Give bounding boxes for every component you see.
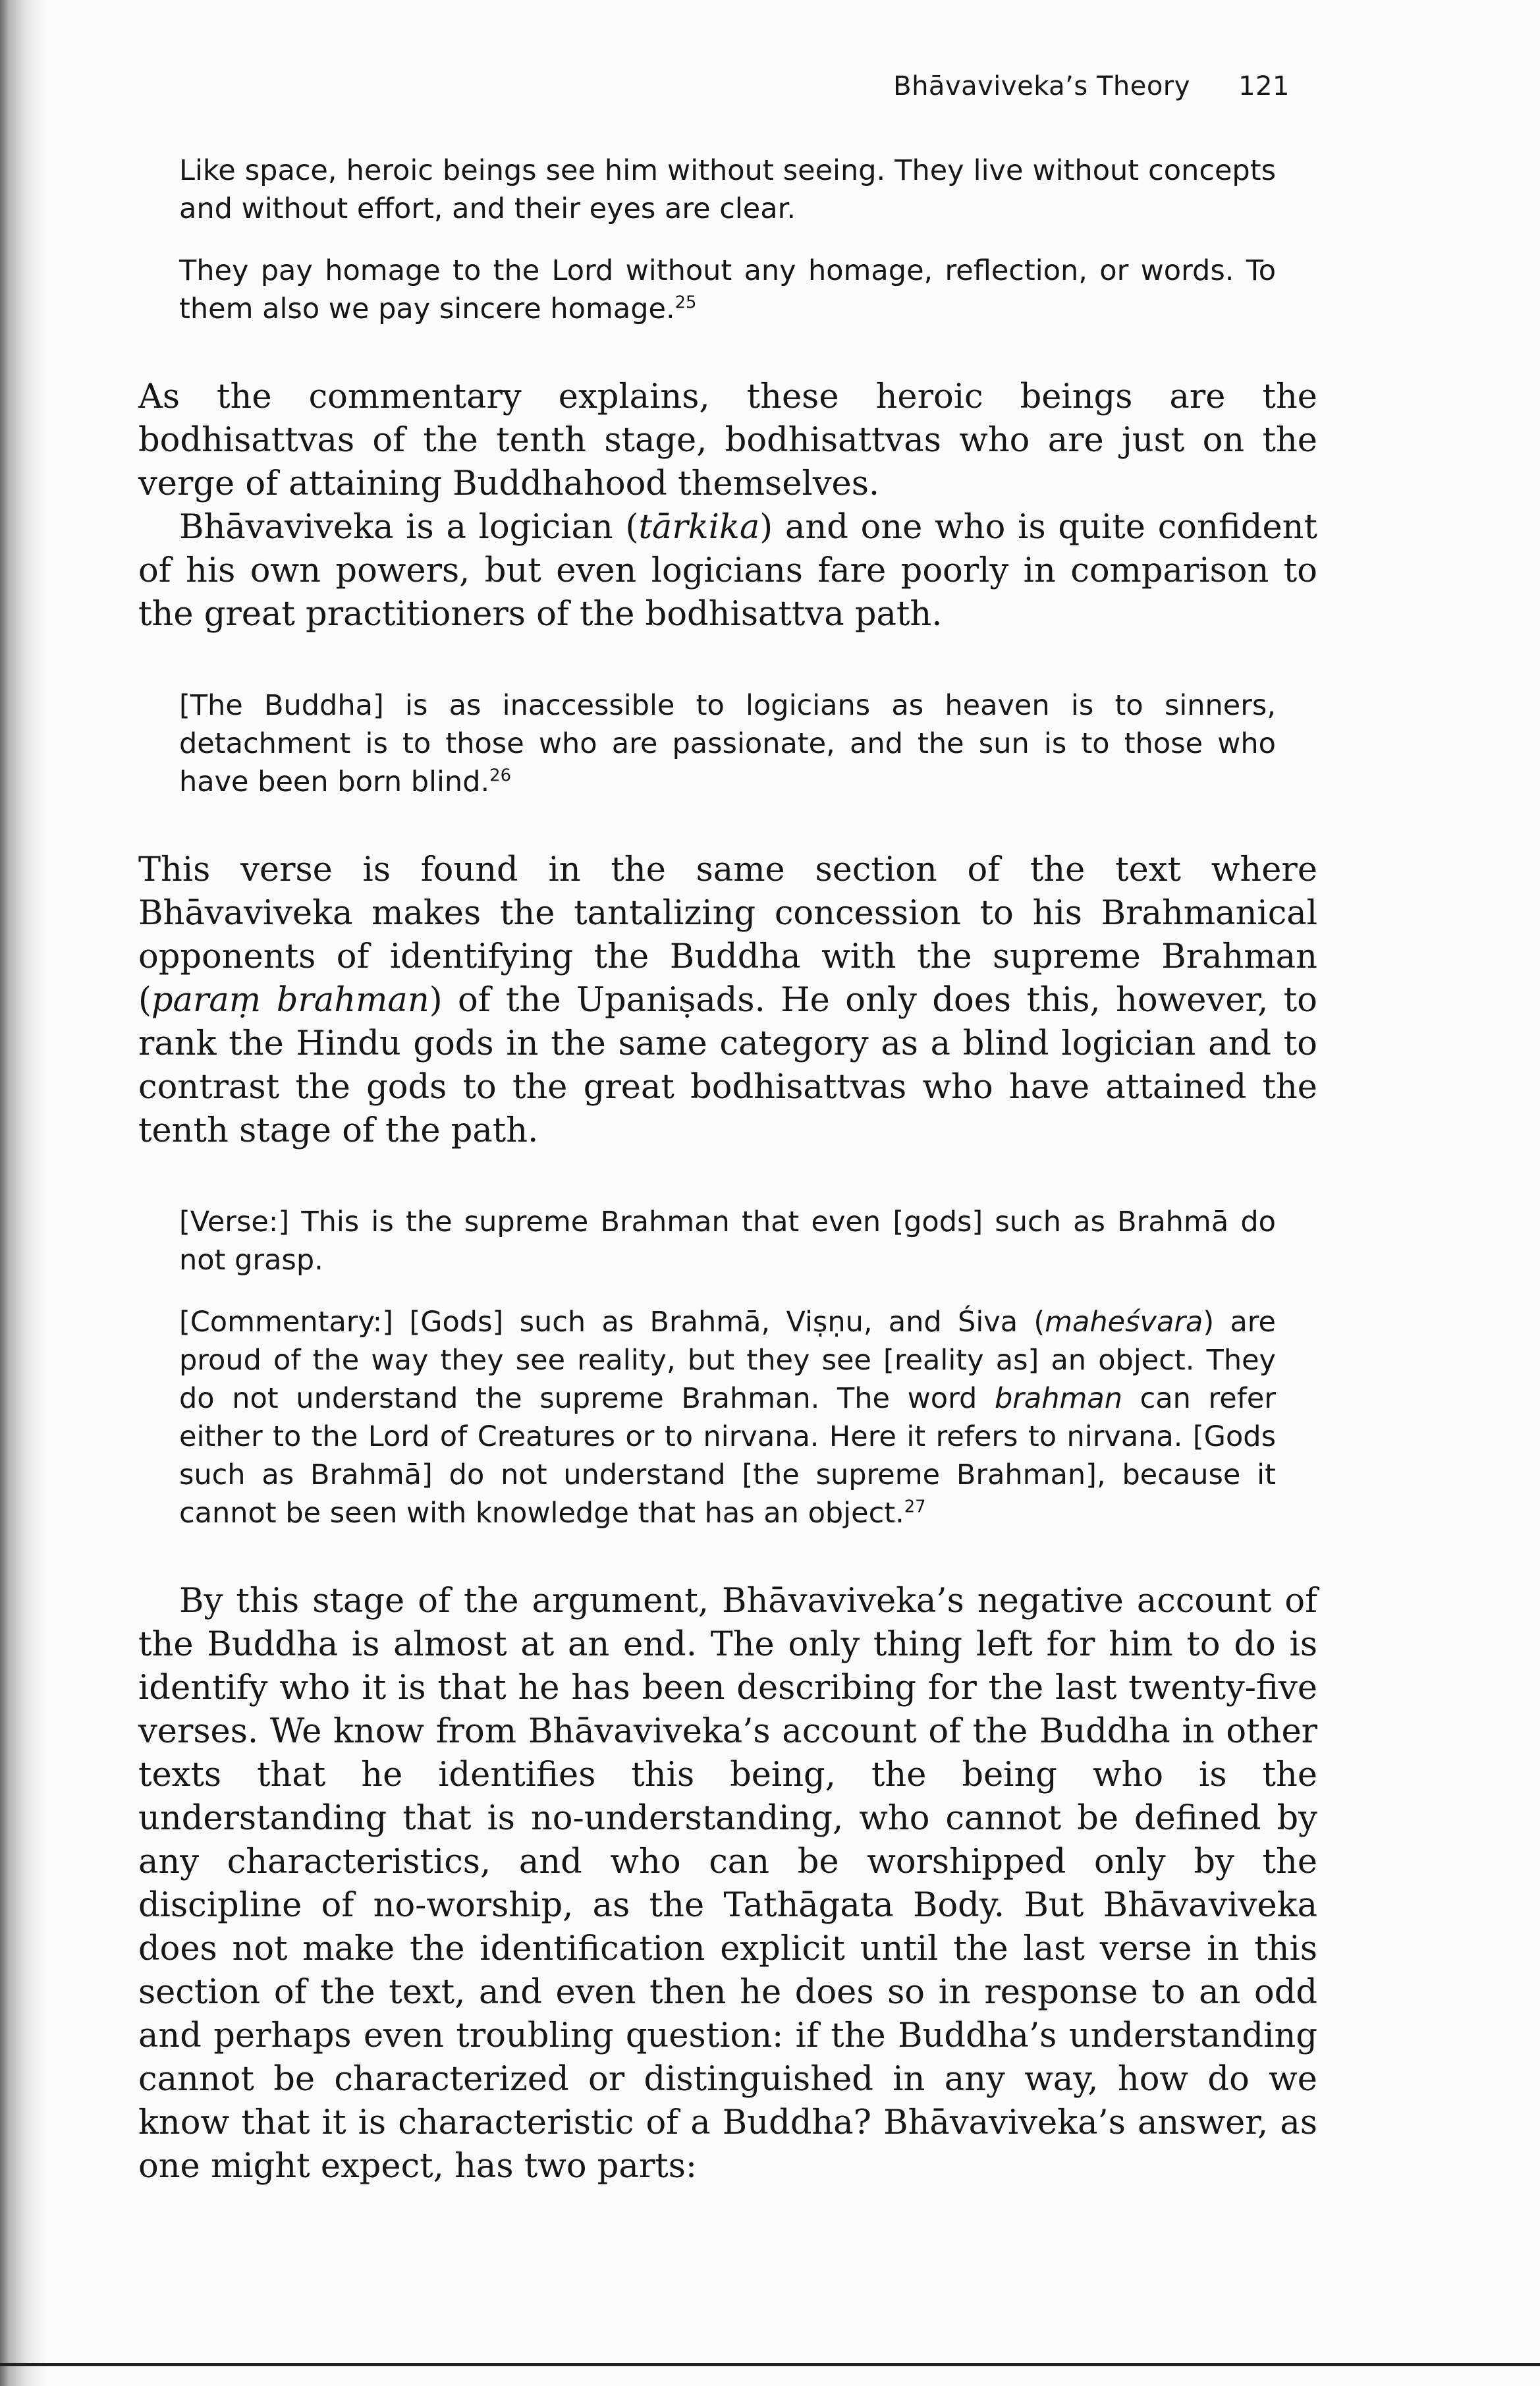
paragraph-2-after: ) and one who is quite confident of his own powers, but even logicians fare poorly in comparison to the great practitioners of the bodhisattva path. [138,508,1318,634]
running-head [893,71,1290,101]
scan-edge-shadow [0,0,46,2386]
page-number: 121 [1238,71,1290,101]
quote-1-paragraph-2 [179,252,1276,328]
quote-3-commentary [179,1303,1276,1532]
running-title: Bhāvaviveka’s Theory [893,71,1190,101]
block-quote-1 [138,152,1317,328]
commentary-before: [Commentary:] [Gods] such as Brahmā, Viṣṇu, and Śiva ( [179,1306,1045,1339]
paragraph-3-after: ) of the Upaniṣads. He only does this, however, to rank the Hindu gods in the same category as a blind logician and to contrast the gods to the great bodhisattvas who have attained the tenth stage of the path. [138,981,1317,1150]
term-param-brahman: paraṃ brahman [151,981,429,1020]
quote-3-verse: [Verse:] This is the supreme Brahman that even [gods] such as Brahmā do not grasp. [179,1206,1276,1277]
footnote-ref-26: 26 [489,765,511,786]
paragraph-4: By this stage of the argument, Bhāvaviveka’s negative account of the Buddha is almost at an end. The only thing left for him to do is identify who it is that he has been describing for the last twenty-five verses. We know from Bhāvaviveka’s account of the Buddha in other texts that he identifies this being, the being who is the understanding that is no-understanding, who cannot be defined by any characteristics, and who can be worshipped only by the discipline of no-worship, as the Tathāgata Body. But Bhāvaviveka does not make the identification explicit until the last verse in this section of the text, and even then he does so in response to an odd and perhaps even troubling question: if the Buddha’s understanding cannot be characterized or distinguished in any way, how do we know that it is characteristic of a Buddha? Bhāvaviveka’s answer, as one might expect, has two parts: [138,1582,1317,2186]
quote-2-text: [The Buddha] is as inaccessible to logicians as heaven is to sinners, detachment is to those who are passionate, and the sun is to those who have been born blind. [179,689,1276,798]
quote-1-paragraph-1: Like space, heroic beings see him without seeing. They live without concepts and without effort, and their eyes are clear. [179,154,1276,225]
paragraph-3 [138,848,1317,1153]
term-brahman: brahman [994,1382,1123,1415]
block-quote-3 [138,1203,1317,1532]
footnote-ref-25: 25 [674,292,697,313]
quote-1-paragraph-2-text: They pay homage to the Lord without any homage, reflection, or words. To them also we pay sincere homage. [179,254,1276,325]
paragraph-3-before: This verse is found in the same section of the text where Bhāvaviveka makes the tantalizing concession to his Brahmanical opponents of identifying the Buddha with the supreme Brahman ( [138,850,1317,1020]
paragraph-2 [138,506,1317,636]
footnote-ref-27: 27 [904,1497,926,1517]
body-text [138,152,1317,2188]
paragraph-2-before: Bhāvaviveka is a logician ( [179,508,639,547]
block-quote-2 [179,686,1276,801]
term-mahesvara: maheśvara [1045,1306,1203,1339]
commentary-mid: ) are proud of the way they see reality, but they see [reality as] an object. They do not understand the supreme Brahman. The word [179,1306,1276,1415]
paragraph-1: As the commentary explains, these heroic beings are the bodhisattvas of the tenth stage, bodhisattvas who are just on the verge of attaining Buddhahood themselves. [138,377,1317,503]
commentary-after: can refer either to the Lord of Creatures or to nirvana. Here it refers to nirvana. [Gods such as Brahmā] do not understand [the supreme Brahman], because it cannot be seen with knowledge that has an object. [179,1382,1277,1530]
term-tarkika: tārkika [638,508,760,547]
scan-bottom-edge [0,2363,1540,2366]
